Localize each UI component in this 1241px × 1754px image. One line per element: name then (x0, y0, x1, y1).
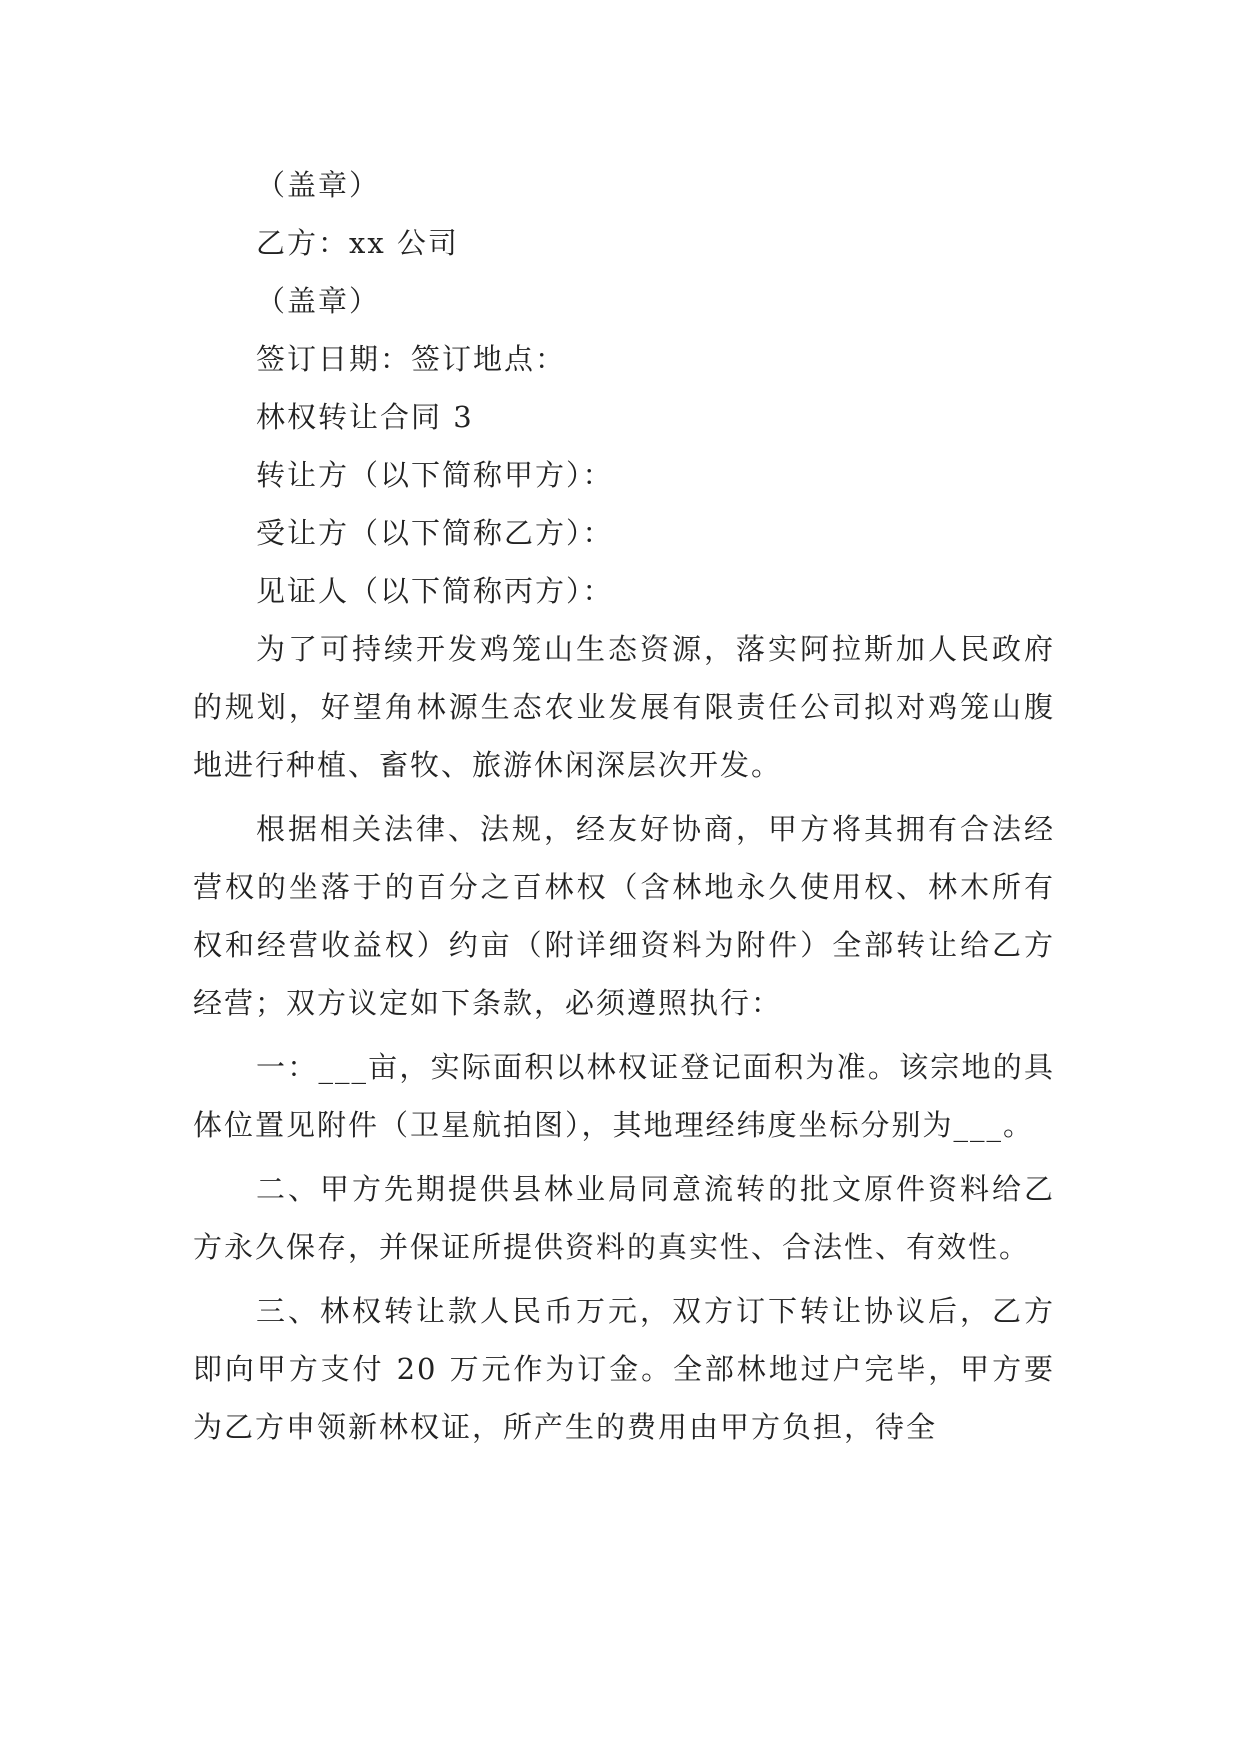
seal-label-party-a: （盖章） (256, 168, 381, 202)
witness-line: 见证人（以下简称丙方）： (256, 574, 614, 608)
paragraph-basis: 根据相关法律、法规，经友好协商，甲方将其拥有合法经营权的坐落于的百分之百林权（含林地永久使用权、林木所有权和经营收益权）约亩（附详细资料为附件）全部转让给乙方经营；双方议定如下条款，必须遵照执行： (193, 812, 1055, 1020)
signing-date-place: 签订日期：签订地点： (256, 342, 567, 376)
seal-label-party-b: （盖章） (256, 284, 381, 318)
paragraph-purpose: 为了可持续开发鸡笼山生态资源，落实阿拉斯加人民政府的规划，好望角林源生态农业发展有限责任公司拟对鸡笼山腹地进行种植、畜牧、旅游休闲深层次开发。 (193, 632, 1055, 782)
clause-2: 二、甲方先期提供县林业局同意流转的批文原件资料给乙方永久保存，并保证所提供资料的真实性、合法性、有效性。 (193, 1172, 1055, 1264)
contract-title: 林权转让合同 3 (256, 400, 474, 434)
transferor-line: 转让方（以下简称甲方）： (256, 458, 614, 492)
document-body (193, 156, 1055, 1462)
clause-1: 一：___亩，实际面积以林权证登记面积为准。该宗地的具体位置见附件（卫星航拍图），其地理经纬度坐标分别为___。 (193, 1050, 1055, 1142)
transferee-line: 受让方（以下简称乙方）： (256, 516, 614, 550)
party-b-name: 乙方：xx 公司 (256, 226, 459, 260)
clause-3: 三、林权转让款人民币万元，双方订下转让协议后，乙方即向甲方支付 20 万元作为订金。全部林地过户完毕，甲方要为乙方申领新林权证，所产生的费用由甲方负担，待全 (193, 1294, 1055, 1444)
